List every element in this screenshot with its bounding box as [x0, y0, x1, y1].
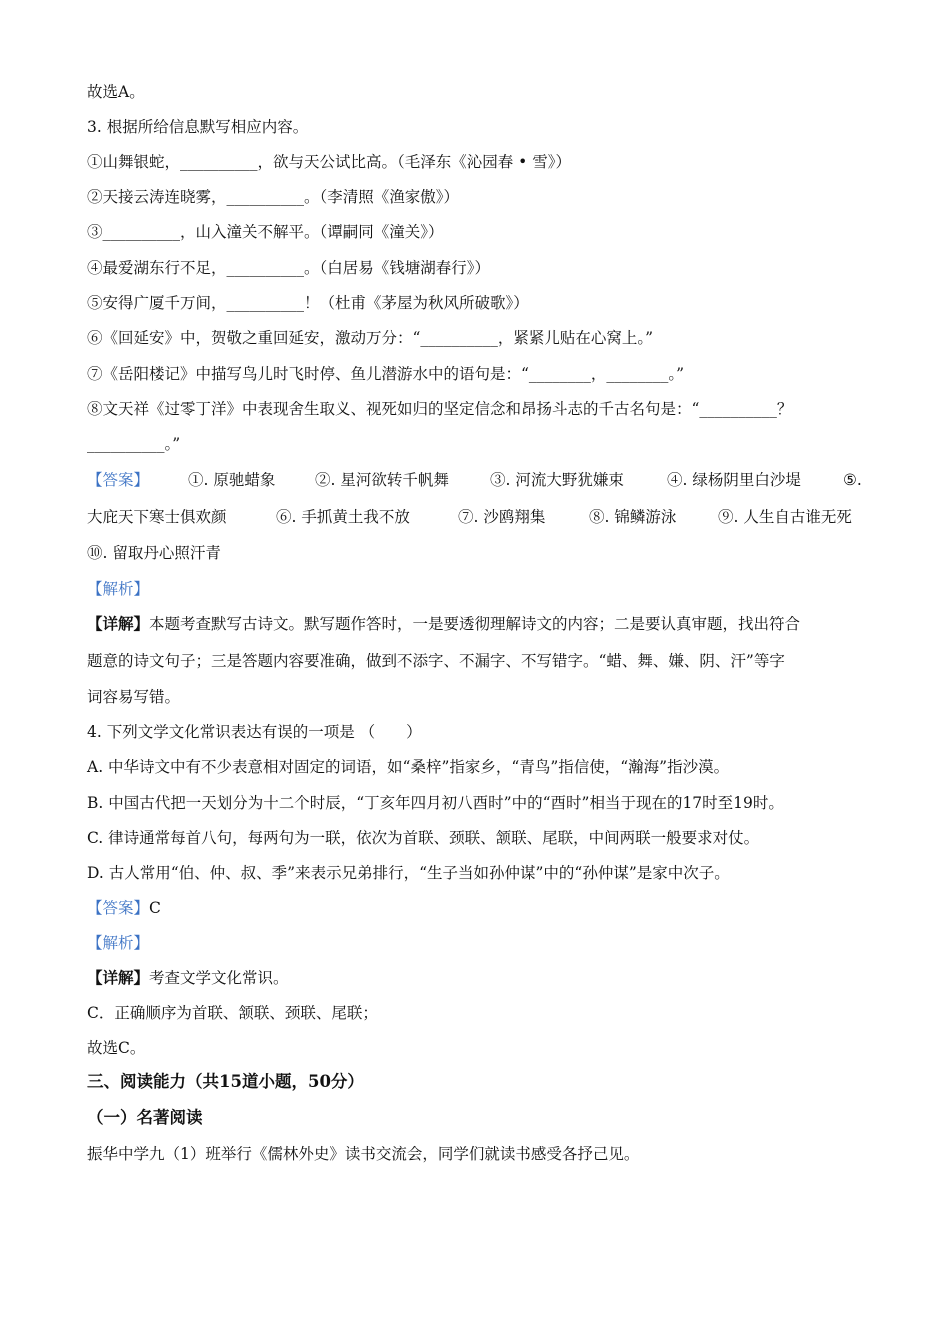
- answer-item: ②. 星河欲转千帆舞: [315, 471, 449, 489]
- detail-paragraph-cont: 词容易写错。: [87, 688, 181, 706]
- question-4-stem: 4. 下列文学文化常识表达有误的一项是 （ ）: [87, 723, 422, 741]
- answer-item: 大庇天下寒士俱欢颜: [87, 508, 227, 526]
- question-3-stem: 3. 根据所给信息默写相应内容。: [87, 118, 309, 136]
- section-intro: 振华中学九（1）班举行《儒林外史》读书交流会，同学们就读书感受各抒己见。: [87, 1145, 640, 1163]
- analysis-tag: 【解析】: [87, 580, 150, 598]
- option-b: B. 中国古代把一天划分为十二个时辰，“丁亥年四月初八酉时”中的“酉时”相当于现在的17时至19时。: [87, 794, 784, 812]
- conclusion-text: 故选A。: [87, 83, 145, 101]
- blank-item-6: ⑥《回延安》中，贺敬之重回延安，激动万分：“__________，紧紧儿贴在心窝上。”: [87, 329, 654, 347]
- option-c: C. 律诗通常每首八句，每两句为一联，依次为首联、颈联、颔联、尾联，中间两联一般要求对仗。: [87, 829, 760, 847]
- detail-2-c: C．正确顺序为首联、颔联、颈联、尾联；: [87, 1004, 378, 1022]
- conclusion-2: 故选C。: [87, 1039, 146, 1057]
- blank-item-4: ④最爱湖东行不足，__________。（白居易《钱塘湖春行》）: [87, 259, 491, 277]
- blank-item-1: ①山舞银蛇，__________，欲与天公试比高。（毛泽东《沁园春 • 雪》）: [87, 153, 571, 171]
- blank-item-8-cont: __________。”: [87, 435, 181, 453]
- analysis-2-tag: 【解析】: [87, 934, 150, 952]
- answer-item: ⑤.: [843, 471, 862, 489]
- blank-item-7: ⑦《岳阳楼记》中描写鸟儿时飞时停、鱼儿潜游水中的语句是：“________，________。”: [87, 365, 685, 383]
- answer-item: ⑨. 人生自古谁无死: [718, 508, 852, 526]
- subsection-title: （一）名著阅读: [87, 1108, 203, 1127]
- answer-item: ⑩. 留取丹心照汗青: [87, 544, 221, 562]
- blank-item-2: ②天接云涛连晓雾，__________。（李清照《渔家傲》）: [87, 188, 460, 206]
- detail-2: 【详解】考查文学文化常识。: [87, 968, 289, 987]
- answer-item: ⑦. 沙鸥翔集: [458, 508, 546, 526]
- answer-item: ⑧. 锦鳞游泳: [589, 508, 677, 526]
- answer-item: ③. 河流大野犹嫌束: [490, 471, 624, 489]
- section-title: 三、阅读能力（共15道小题，50分）: [87, 1072, 364, 1091]
- detail-paragraph: 【详解】本题考查默写古诗文。默写题作答时，一是要透彻理解诗文的内容；二是要认真审题，找出符合: [87, 614, 801, 633]
- answer-item: ⑥. 手抓黄土我不放: [276, 508, 410, 526]
- answer-item: ①. 原驰蜡象: [188, 471, 276, 489]
- answer-2: 【答案】C: [87, 899, 161, 917]
- detail-paragraph-cont: 题意的诗文句子；三是答题内容要准确，做到不添字、不漏字、不写错字。“蜡、舞、嫌、阴、汗”等字: [87, 652, 785, 670]
- option-d: D. 古人常用“伯、仲、叔、季”来表示兄弟排行，“生子当如孙仲谋”中的“孙仲谋”是家中次子。: [87, 864, 730, 882]
- blank-item-3: ③__________，山入潼关不解平。（谭嗣同《潼关》）: [87, 223, 444, 241]
- blank-item-5: ⑤安得广厦千万间，__________！（杜甫《茅屋为秋风所破歌》）: [87, 294, 529, 312]
- answer-item: ④. 绿杨阴里白沙堤: [667, 471, 801, 489]
- answer-tag: 【答案】: [87, 471, 150, 489]
- blank-item-8: ⑧文天祥《过零丁洋》中表现舍生取义、视死如归的坚定信念和昂扬斗志的千古名句是：“__________？: [87, 400, 793, 418]
- option-a: A. 中华诗文中有不少表意相对固定的词语，如“桑梓”指家乡，“青鸟”指信使，“瀚海”指沙漠。: [87, 758, 730, 776]
